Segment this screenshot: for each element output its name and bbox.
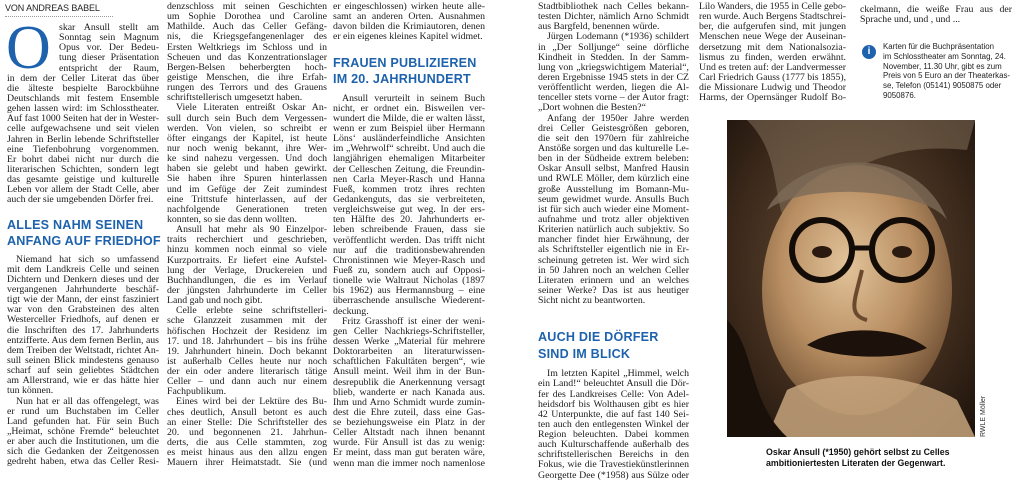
info-text [883, 42, 1010, 101]
text-line-content: derts, die aus Celle stammten, zog [167, 437, 327, 449]
text-line-content: auch Kulturschaffende außerhalb des [538, 439, 689, 451]
info-icon: i [862, 45, 876, 59]
text-line-content: Buchhandlungen, die es im Verlauf [167, 274, 327, 286]
text-line-content: heidsdorf bis Wolthausen gibt es hier [538, 398, 689, 410]
photo-credit: RWLE Möller [980, 395, 987, 437]
paragraph [333, 94, 485, 317]
text-line-content: Ansull meint. Weil ihm in der Bun- [333, 366, 485, 378]
drop-cap: O [6, 14, 51, 82]
paragraph [7, 255, 159, 397]
paragraph [333, 2, 485, 43]
text-line-content: nachfolgende Generationen treten [167, 203, 327, 215]
heading-line: IM 20. JAHRHUNDERT [333, 72, 471, 87]
text-line-content: Und es treten auf: der Landvermesser [699, 61, 846, 73]
text-line-content: in dem der Celler Literat das über [7, 72, 159, 84]
text-line-content: Viele Literaten entreißt Oskar An- [176, 102, 327, 114]
text-line-content: wenn er zum Beispiel über Hermann [333, 122, 485, 134]
text-line-content: 20. und begonnenen 21. Jahrhun- [167, 426, 327, 438]
text-line-content: in „Der Solljunge“ seine dörfliche [538, 41, 689, 53]
paragraph [538, 369, 689, 481]
portrait-photo [727, 120, 975, 437]
text-line [538, 379, 689, 389]
text-line-content: Ihm und Arno Schmidt wurde zumin- [333, 396, 485, 408]
text-line-content: veröffentlicht werden, liegen die Al- [538, 82, 689, 94]
text-line-content: aus Bargfeld, benennen würde. [538, 21, 660, 33]
text-line-content: ren wurde. Auch Bergens Stadtschrei- [699, 11, 846, 23]
text-line-content: Doktorarbeiten an literaturwissen- [333, 346, 485, 358]
text-line-content: Ersten Weltkriegs im Schloss und in [167, 41, 327, 53]
text-line-content: wundert die Milde, die er walten lässt, [333, 112, 485, 124]
heading-line: FRAUEN PUBLIZIEREN [333, 55, 477, 70]
heading-line: AUCH DIE DÖRFER [538, 330, 659, 345]
text-line [699, 93, 846, 103]
text-line [333, 459, 485, 469]
paragraph [167, 306, 327, 397]
text-line-content: Opus vor. Der Bedeu- [59, 42, 159, 54]
text-line-content: als Schriftsteller eigentlich nie in Er- [538, 244, 689, 256]
text-line-content: Stadtbibliothek nach Celles bekann- [538, 1, 689, 12]
text-line-content: lung von „kriegswichtigem Material“, [538, 61, 689, 73]
photo-caption [766, 447, 950, 469]
caption-line: Oskar Ansull (*1950) gehört selbst zu Celles [766, 447, 950, 457]
text-line-content: „Heimat, schöne Fremde“ beleuchtet [7, 425, 159, 437]
text-line-content: traits recherchiert und geschrieben, [167, 234, 327, 246]
text-line-content: überraschende ansullsche Wiederent- [333, 295, 485, 307]
paragraph [167, 397, 327, 468]
text-line [538, 471, 689, 481]
text-line-content: tionelle wie Waltraut Nicholas (1897 [333, 275, 485, 287]
text-line-content: bis 1962) aus Hermannsburg – eine [333, 285, 485, 297]
text-line-content: Oskar Ansull selbst, Manfred Hausin [538, 163, 689, 175]
text-line-content: Jürgen Lodemann (*1936) schildert [547, 31, 689, 43]
text-line-content: Menschen neue Wege der Auseinan- [699, 31, 846, 43]
text-line-content: werden. Von vielen, so schreibt er [167, 122, 327, 134]
paragraph [699, 2, 846, 103]
text-line-content: Georgette Dee (*1958) aus Sülze oder [538, 469, 689, 481]
text-line-content: tun können. [7, 385, 54, 397]
text-line-content: literarischen Schichten, sondern legt [7, 163, 159, 175]
text-line-content: Region beleuchten. Dabei kommen [538, 429, 689, 441]
text-line-content: wenn man die immer noch namenlose [333, 457, 485, 469]
text-line-content: vergleichsweise gut weg. In der ers- [333, 204, 485, 216]
text-line-content: fer des Landkreises Celle: Von Adel- [538, 388, 689, 400]
text-line-content: ben in der Südheide extrem beleben: [538, 153, 689, 165]
text-line-content: Literaten erinnern und an welches [538, 274, 689, 286]
heading-line: ANFANG AUF FRIEDHOF [7, 234, 161, 249]
text-line [167, 245, 327, 255]
text-line-content: öfter eingangs der Kapitel, ist heute [167, 132, 327, 144]
text-line-content: Anfang der 1950er Jahre werden [547, 112, 689, 124]
text-line-content: testen Dichter, nämlich Arno Schmidt [538, 11, 689, 23]
text-line-content: hinzu kommen noch einmal so viele [167, 244, 327, 256]
text-line-content: der jüngsten Jahrhunderte im Celler [167, 284, 327, 296]
section-heading [7, 217, 159, 250]
text-line-content: seiner Werke? Das ist aus heutiger [538, 284, 689, 296]
text-line-content: vergangenen Jahrhunderte beschäf- [7, 283, 159, 295]
text-line-content: gen Celler Nachkriegs-Schriftsteller, [333, 325, 485, 337]
text-line-content: 42 Unterpunkte, die auf fast 140 Sei- [538, 408, 689, 420]
text-line-content: Leben vor allem der Stadt Celle, aber [7, 184, 159, 196]
text-line-content: skar Ansull stellt am [59, 22, 159, 33]
text-line-content: Auf fast 1000 Seiten hat der in Wester- [7, 113, 159, 125]
text-line-content: ke sind nahezu vergessen. Und doch [167, 153, 327, 165]
text-line-content: war von den Grabsteinen des alten [7, 304, 159, 316]
caption-line: ambitioniertesten Literaten der Gegenwart. [766, 458, 946, 468]
text-line-content: sche Glanzzeit zusammen mit der [167, 315, 327, 327]
text-line-content: der ein oder andere literarisch tätige [167, 366, 327, 378]
text-line-content: drei Celler Geistesgrößen geboren, [538, 122, 689, 134]
text-line-content: desrepublik die Anerkennung versagt [333, 376, 485, 388]
text-line-content: Ansull verurteilt in seinem Buch [342, 92, 485, 104]
article-column-6 [860, 5, 1012, 25]
text-line-content: im „Wehrwolf“ schreibt. Und auch die [333, 143, 485, 155]
text-line-content: Nun hat er all das offengelegt, was [16, 395, 159, 407]
text-line-content: sich die Gedanken der Zeitgenossen [7, 446, 159, 458]
article-column-1 [6, 14, 161, 468]
text-line-content: große Ausstellung im Bomann-Mu- [538, 183, 689, 195]
text-line-content: Celle erlebte seine schriftstelleri- [176, 305, 327, 317]
text-line [538, 296, 689, 306]
text-line-content: se beziehungsweise ein Platz in der [333, 417, 485, 429]
paragraph [538, 2, 689, 32]
text-line [538, 245, 689, 255]
text-line-content: dem Treiben der Weltstadt, richtet An- [7, 344, 159, 356]
text-line-content: denzschloss mit seinen Geschichten [167, 1, 327, 12]
text-line [333, 296, 485, 306]
text-line-content: Land gab und noch gibt. [167, 295, 263, 307]
text-line-content: Celler – und dann auch nur einem [167, 376, 327, 388]
text-line-content: eine Tiefenbohrung vorgenommen. [7, 143, 159, 155]
article-column-5 [699, 2, 846, 103]
text-line-content: leben schreibende Frauen, dass sie [333, 224, 485, 236]
text-line-content: sull seinen Blick mindestens genauso [7, 354, 159, 366]
text-line-content: Harms, der Opernsänger Rudolf Bo- [699, 92, 846, 104]
info-line: se, Telefon (05141) 9050875 oder [883, 81, 1002, 91]
text-line-content: „Dort wohnen die Besten?“ [538, 102, 647, 114]
text-line-content: scheinung getreten ist. Wer wird sich [538, 254, 689, 266]
text-line-content: die Missionare Ludwig und Theodor [699, 82, 846, 94]
text-line-content: 17. und 18. Jahrhundert – bis ins frühe [167, 335, 327, 347]
text-line-content: ber, die aufgerufen sind, mit jungen [699, 21, 846, 33]
text-line-content: Fachpublikum. [167, 386, 227, 398]
text-line-content: Sicht nicht zu beantworten. [538, 295, 646, 307]
text-line-content: samt an anderen Orten. Ausnahmen [333, 11, 485, 23]
text-line-content: ein Land!“ beleuchtet Ansull die Dör- [538, 378, 689, 390]
text-line-content: er aber auch die Institutionen, um die [7, 436, 159, 448]
text-line [7, 315, 159, 325]
text-line-content: nen Carla Meyer-Rasch und Hanna [333, 173, 485, 185]
text-line-content: Bergen-Belsen beherbergten hoch- [167, 61, 327, 73]
text-line [7, 114, 159, 124]
text-line [333, 367, 485, 377]
text-line-content: davon bilden die Krimiautoren, denen [333, 21, 485, 33]
text-line [167, 316, 327, 326]
text-line [699, 73, 846, 83]
paragraph [7, 397, 159, 468]
text-line-content: dersetzung mit dem Nationalsozia- [699, 41, 846, 53]
text-line-content: gedreht haben, etwa das Celler Resi- [7, 456, 159, 468]
text-line-content: blieb, wanderte er nach Kanada aus. [333, 386, 485, 398]
paragraph [538, 32, 689, 113]
text-line-content: veröffentlicht werden. Das trifft nicht [333, 234, 485, 246]
paragraph [538, 114, 689, 307]
info-line: 9050876. [883, 90, 916, 100]
text-line-content: haben sie gelebt und haben gewirkt. [167, 163, 327, 175]
text-line-content: tenceller stets vorne – der Autor fragt: [538, 92, 689, 104]
text-line-content: Er bohrt dabei nicht nur durch die [7, 153, 159, 165]
text-line-content: dessen Werke „Material für mehrere [333, 335, 485, 347]
text-line-content: geistige Menschen, die ihre Erfah- [167, 71, 327, 83]
text-line-content: Er meint, dass man gut beraten wäre, [333, 447, 485, 459]
text-line-content: es meist hinaus aus den allzu engen [167, 447, 327, 459]
text-line-content: Kriterien natürlich auch subjektiv. So [538, 224, 689, 236]
text-line-content: Deutschlands mit festem Ensemble [7, 92, 159, 104]
text-line-content: schaftlichen Fakultäten bergen“, wie [333, 356, 485, 368]
text-line-content: Celler Altstadt nach ihnen benannt [333, 427, 485, 439]
text-line-content: nur noch wenig bekannt, ihre Wer- [167, 142, 327, 154]
text-line-content: nis, die Kriegsgefangenenlager des [167, 31, 327, 43]
text-line-content: der Celleschen Zeitung, die Freundin- [333, 163, 485, 175]
text-line-content: celle aufgewachsene und seit vielen [7, 123, 159, 135]
text-line-content: nur auf die traditionsbewahrenden [333, 244, 485, 256]
article-column-2 [167, 2, 327, 468]
text-line-content: Land gefunden hat. Für sein Buch [7, 415, 159, 427]
text-line-content: ist für sich auch wieder eine Moment- [538, 203, 689, 215]
text-line-content: schriftstellerischen Bereichs in den [538, 449, 689, 461]
text-line-content: Eines wird bei der Lektüre des Bu- [176, 396, 327, 408]
text-line-content: Niemand hat sich so umfassend [16, 253, 159, 265]
text-line-content: Fueß, kommen trotz ihres rechten [333, 183, 485, 195]
text-line-content: scharf auf sein geliebtes Städtchen [7, 365, 159, 377]
text-line-content: Carl Friedrich Gauss (1777 bis 1855), [699, 71, 846, 83]
text-line-content: deckung. [333, 305, 369, 317]
text-line-content: Ansull hat mehr als 90 Einzelpor- [176, 224, 327, 236]
text-line-content: eine Trittstufe hinterlassen, auf der [167, 193, 327, 205]
text-line-content: auch der sie umgebenden Dörfer frei. [7, 194, 154, 206]
text-line-content: er ein eigenes kleines Kapitel widmet. [333, 31, 483, 43]
text-line-content: an einer Stelle: Die Schriftsteller des [167, 416, 327, 428]
text-line-content: tigt wie der Mann, der einst fasziniert [7, 294, 159, 306]
section-heading [538, 329, 689, 362]
text-line-content: höfischen Hochzeit der Residenz im [167, 325, 327, 337]
article-column-3 [333, 2, 485, 469]
text-line-content: dest die Ehre zuteil, dass eine Gas- [333, 406, 485, 418]
text-line-content: Sprache und, und , und ... [860, 14, 961, 26]
text-line-content: er eingeschlossen) wirken heute alle- [333, 1, 485, 12]
text-line-content: und RWLE Möller, dem kürzlich eine [538, 173, 689, 185]
text-line [333, 225, 485, 235]
text-line-content: Kurzportraits. Er liefert eine Aufstel- [167, 254, 327, 266]
text-line-content: gehen lassen wird: im Schlosstheater. [7, 103, 159, 115]
text-line-content: schriftstellerisch umgesetzt haben. [167, 92, 303, 104]
section-heading [333, 55, 485, 88]
text-line-content: die Inschriften des 17. Jahrhunderts [7, 324, 159, 336]
info-line: Karten für die Buchpräsentation [883, 42, 994, 51]
info-line: Preis von 5 Euro an der Theaterkas- [883, 71, 1011, 81]
heading-line: ALLES NAHM SEINEN [7, 217, 144, 232]
text-line-content: entspricht der Raum, [59, 62, 159, 74]
text-line [167, 458, 327, 468]
text-line-content: entzifferte. Aus dem fernen Berlin, aus [7, 334, 159, 346]
paragraph [167, 103, 327, 225]
paragraph [167, 2, 327, 103]
text-line-content: Lilo Wanders, die 1955 in Celle gebo- [699, 1, 846, 12]
text-line-content: Fueß zu, sondern auch auf Opposi- [333, 264, 485, 276]
text-line-content: Fokus, wie die Travestiekünstlerinnen [538, 459, 689, 471]
text-line-content: Mathilde. Auch das Celler Gefäng- [167, 21, 327, 33]
text-line-content: Chronistinnen wie Meyer-Rasch und [333, 254, 485, 266]
text-line-content: Fritz Grasshoff ist einer der weni- [342, 315, 485, 327]
text-line [7, 386, 159, 396]
text-line-content: ten Hälfte des 20. Jahrhunderts er- [333, 214, 485, 226]
article-column-4 [538, 2, 689, 481]
text-line-content: in 50 Jahren noch an welchen Celler [538, 264, 689, 276]
text-line-content: Westerceller Friedhofs, auf denen er [7, 314, 159, 326]
text-line-content: mancher findet hier Erwähnung, der [538, 234, 689, 246]
paragraph [6, 14, 159, 206]
text-line-content: rungen des Terrors und des Grauens [167, 82, 327, 94]
text-line [699, 12, 846, 22]
text-line [333, 32, 485, 42]
text-line-content: er rund um Buchstaben im Celler [7, 405, 159, 417]
info-line: im Schlosstheater am Sonntag, 24. [883, 51, 1006, 61]
text-line-content: lismus zu finden, werden erwähnt. [699, 51, 846, 63]
text-line-content: seum gewidmet wurde. Ansulls Buch [538, 193, 689, 205]
text-line-content: langjährigen ehemaligen Mitarbeiter [333, 153, 485, 165]
portrait-painting [727, 120, 975, 437]
text-line-content: Kindheit in Stedden. In der Samm- [538, 51, 689, 63]
text-line-content: aufnahme und trotz aller objektiven [538, 213, 689, 225]
text-line-content: am Allerstrand, wie er das hätte hier [7, 375, 159, 387]
text-line [538, 174, 689, 184]
text-line-content: das gesamte geistige und kulturelle [7, 174, 159, 186]
text-line-content: Sonntag sein Magnum [59, 32, 159, 44]
text-line-content: 19. Jahrhundert hinein. Doch bekannt [167, 345, 327, 357]
text-line-content: Löns‘ ausländerfeindliche Ansichten [333, 133, 485, 145]
text-line-content: Jahren in Berlin lebende Schriftsteller [7, 133, 159, 145]
text-line-content: nicht, er ordnet ein. Bisweilen ver- [333, 102, 485, 114]
text-line [860, 15, 1012, 25]
text-line-content: wurde. Für Ansull ist das zu wenig: [333, 437, 485, 449]
text-line-content: konnten, so sie das denn wollten. [167, 213, 297, 225]
text-line-content: deren Ergebnisse 1945 stets in der CZ [538, 71, 689, 83]
text-line-content: lung der Verlage, Druckereien und [167, 264, 327, 276]
text-line-content: die seit den 1970ern für zahlreiche [538, 132, 689, 144]
text-line-content: und im Gefüge der Zeit zumindest [167, 183, 327, 195]
text-line-content: tung dieser Präsentation [59, 52, 159, 64]
text-line-content: mit dem Landkreis Celle und seinen [7, 263, 159, 275]
text-line-content: die älteste bespielte Barockbühne [7, 82, 159, 94]
text-line [7, 195, 159, 205]
heading-line: SIND IM BLICK [538, 346, 631, 361]
text-line-content: Scheuen und das Konzentrationslager [167, 51, 327, 63]
text-line [7, 457, 159, 467]
text-line-content: um Sophie Dorothea und Caroline [167, 11, 327, 23]
paragraph [860, 5, 1012, 25]
byline: VON ANDREAS BABEL [5, 3, 113, 17]
paragraph [167, 225, 327, 306]
text-line-content: Dichtern und Denkern dieses und der [7, 273, 159, 285]
text-line-content: sull durch sein Buch dem Vergessen- [167, 112, 327, 124]
text-line-content: ches deutlich, Ansull betont es auch [167, 406, 327, 418]
info-line: November, 11.30 Uhr, gibt es zum [883, 61, 1002, 71]
text-line-content: Sie haben ihre Spuren hinterlassen [167, 173, 327, 185]
text-line-content: Gedankenguts, das sie verbreiteten, [333, 193, 485, 205]
text-line-content: Anstöße sorgen und das kulturelle Le- [538, 142, 689, 154]
text-line-content: ist außerhalb Celles heute nur noch [167, 355, 327, 367]
text-line-content: ckelmann, die weiße Frau aus der [860, 4, 1012, 15]
text-line-content: Mauern ihrer Heimatstadt. Sie (und [167, 457, 327, 469]
paragraph [333, 317, 485, 469]
text-line-content: Im letzten Kapitel „Himmel, welch [547, 368, 689, 380]
text-line-content: ten auch den entlegensten Winkel der [538, 418, 689, 430]
text-line [167, 174, 327, 184]
